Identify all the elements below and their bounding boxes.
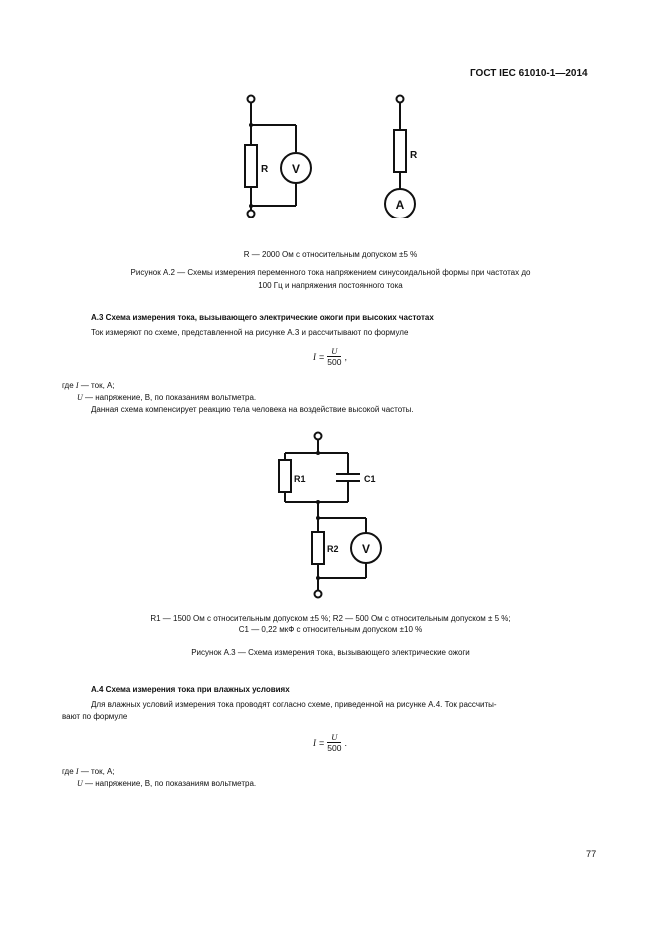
left-resistor-label: R [261,164,269,175]
figure-a2-note: R — 2000 Ом с относительным допуском ±5 % [243,250,418,259]
section-a4-where-u [77,779,256,788]
right-resistor [394,130,406,172]
document-header: ГОСТ IEC 61010-1—2014 [470,68,588,79]
left-resistor [245,145,257,187]
where-i-symbol: I [75,381,79,390]
a3-r1-label: R1 [294,474,306,484]
figure-a3-caption: Рисунок А.3 — Схема измерения тока, вызывающего электрические ожоги [191,648,470,657]
left-bottom-terminal [248,211,255,218]
section-a4-where-i [62,767,115,776]
figure-a2-caption-line1: Рисунок А.2 — Схемы измерения переменного тока напряжением синусоидальной формы при частотах до [130,268,531,277]
a3-r1-resistor [279,460,291,492]
page-number: 77 [586,849,597,859]
formula-trail: , [344,351,347,362]
figure-a2-diagram [200,88,460,218]
right-ammeter-label: A [395,198,405,212]
formula-fraction [327,346,341,367]
section-a3-heading: А.3 Схема измерения тока, вызывающего электрические ожоги при высоких частотах [91,313,434,322]
where-u-text: — напряжение, В, по показаниям вольтметра. [85,393,257,402]
section-a4-intro-line1: Для влажных условий измерения тока проводят согласно схеме, приведенной на рисунке А.4. Ток рассчиты- [91,700,497,709]
formula-lhs: I [313,737,316,748]
formula-fraction [327,732,341,753]
left-circuit [245,96,311,218]
where-u-text: — напряжение, В, по показаниям вольтметра. [85,779,257,788]
where-u-symbol: U [77,393,83,402]
where-u-symbol: U [77,779,83,788]
a3-c1-label: C1 [364,474,376,484]
where-i-text: — ток, А; [80,381,115,390]
right-resistor-label: R [410,150,418,161]
left-top-terminal [248,96,255,103]
where-prefix: где [62,381,74,390]
formula-denominator: 500 [327,357,342,367]
section-a3-note-text: Данная схема компенсирует реакцию тела человека на воздействие высокой частоты. [91,405,414,414]
section-a4-heading: А.4 Схема измерения тока при влажных условиях [91,685,290,694]
section-a3-where-u [77,393,256,402]
formula-numerator: U [327,346,341,357]
section-a3-where-i [62,381,115,390]
where-i-text: — ток, А; [80,767,115,776]
figure-a3-note-line1: R1 — 1500 Ом с относительным допуском ±5 %; R2 — 500 Ом с относительным допуском ± 5 %; [150,614,511,623]
formula-denominator: 500 [327,743,342,753]
a3-bottom-terminal [315,591,322,598]
section-a4-formula [313,732,347,753]
formula-eq: = [319,351,325,362]
a3-top-terminal [315,433,322,440]
section-a3-formula [313,346,347,367]
formula-numerator: U [327,732,341,743]
figure-a2-caption-line2: 100 Гц и напряжения постоянного тока [258,281,403,290]
figure-a3-note-line2: С1 — 0,22 мкФ с относительным допуском ±10 % [238,625,423,634]
where-prefix: где [62,767,74,776]
section-a4-intro-line2: вают по формуле [62,712,128,721]
formula-trail: . [344,737,347,748]
figure-a3-diagram [260,426,410,606]
left-voltmeter-label: V [291,162,301,176]
a3-r2-label: R2 [327,544,339,554]
section-a3-intro: Ток измеряют по схеме, представленной на рисунке А.3 и рассчитывают по формуле [91,328,409,337]
formula-eq: = [319,737,325,748]
a3-r2-resistor [312,532,324,564]
right-top-terminal [397,96,404,103]
a3-voltmeter-label: V [361,542,371,556]
where-i-symbol: I [75,767,79,776]
formula-lhs: I [313,351,316,362]
